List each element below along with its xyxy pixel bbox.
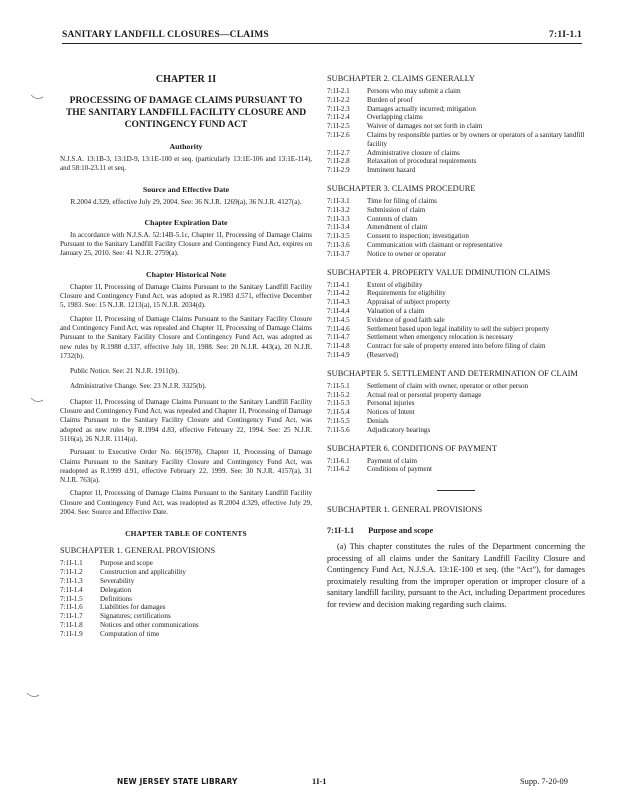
- toc-entry: [327, 149, 585, 158]
- toc-entry-number: 7:1I-6.2: [327, 465, 350, 474]
- toc-entry: [327, 426, 585, 435]
- header-rule: [62, 43, 582, 44]
- toc-entry-title: Overlapping claims: [367, 113, 423, 122]
- toc-entry: [327, 206, 585, 215]
- toc-entry-number: 7:1I-1.3: [60, 576, 83, 585]
- chapter-number: CHAPTER 1I: [155, 74, 217, 85]
- toc-entry: [327, 223, 585, 232]
- toc-entry: [327, 215, 585, 224]
- toc-entry-title: Notices of Intent: [367, 408, 415, 417]
- subchapter-1-toc-list: [60, 559, 312, 638]
- expiration-text: In accordance with N.J.S.A. 52:14B-5.1c, Chapter 1I, Processing of Damage Claims Pursuant to the Sanitary Landfill Facility Closure and Contingency Fund Act, expires on January 25, 2010. See: 41 N.J.R. 2759(a).: [60, 230, 312, 258]
- toc-entry: [327, 298, 585, 307]
- toc-entry: [327, 408, 585, 417]
- toc-entry-number: 7:1I-2.1: [327, 87, 350, 95]
- toc-entry-title: Personal injuries: [367, 399, 415, 408]
- toc-entry-title: Extent of eligibility: [367, 280, 423, 289]
- history-note: [60, 283, 312, 518]
- toc-entry-number: 7:1I-1.5: [60, 594, 83, 603]
- toc-entry: [327, 131, 585, 149]
- toc-entry: [60, 586, 312, 595]
- toc-entry-title: Construction and applicability: [100, 568, 186, 577]
- expiration-heading: Chapter Expiration Date: [144, 217, 228, 227]
- subchapter-1-toc-title: SUBCHAPTER 1. GENERAL PROVISIONS: [60, 546, 216, 556]
- toc-entry-number: 7:1I-4.3: [327, 298, 350, 307]
- right-column: [327, 74, 585, 611]
- toc-entry-number: 7:1I-1.8: [60, 620, 83, 629]
- toc-entry-number: 7:1I-1.7: [60, 612, 83, 621]
- toc-entry: [60, 595, 312, 604]
- toc-entry-title: Evidence of good faith sale: [367, 315, 445, 324]
- toc-heading: CHAPTER TABLE OF CONTENTS: [125, 529, 247, 539]
- toc-entry-number: 7:1I-1.9: [60, 629, 83, 638]
- supplement-date: Supp. 7-20-09: [520, 777, 568, 786]
- history-paragraph: Chapter 1I, Processing of Damage Claims Pursuant to the Sanitary Facility Closure and Contingency Fund Act, was repealed and Chapter 1I, Processing of Damage Claims Pursuant to the Sanitary Facility Closure and Contingency Fund Act, was adopted as new rules by R.1988 d.337, effective July 18, 1988. See: 20 N.J.R. 443(a), 20 N.J.R. 1732(b).: [60, 314, 312, 360]
- toc-entry-number: 7:1I-1.6: [60, 603, 83, 612]
- toc-entry-number: 7:1I-2.4: [327, 113, 350, 122]
- history-heading: Chapter Historical Note: [146, 269, 226, 279]
- running-head-section: 7:1I-1.1: [549, 30, 582, 40]
- toc-entry: [60, 568, 312, 577]
- section-divider: [437, 490, 475, 491]
- toc-entry-title: Claims by responsible parties or by owners or operators of a sanitary landfill facility: [367, 130, 585, 148]
- toc-entry: [327, 457, 585, 466]
- toc-entry-title: Contract for sale of property entered into before filing of claim: [367, 342, 546, 351]
- subchapter-toc-title: SUBCHAPTER 4. PROPERTY VALUE DIMINUTION CLAIMS: [327, 267, 551, 277]
- toc-entry-number: 7:1I-4.6: [327, 324, 350, 333]
- toc-entry-number: 7:1I-4.5: [327, 315, 350, 324]
- toc-entry-number: 7:1I-4.1: [327, 280, 350, 289]
- toc-entry-number: 7:1I-5.3: [327, 399, 350, 408]
- toc-entry-title: Conditions of payment: [367, 465, 433, 474]
- history-paragraph: Chapter 1I, Processing of Damage Claims Pursuant to the Sanitary Landfill Facility Closure and Contingency Fund Act, was repealed and Chapter 1I, Processing of Damage Claims Pursuant to the Sanitary Facility Closure and Contingency Fund Act, was adopted as new rules by R.1994 d.83, effective February 22, 1994. See: 25 N.J.R. 5116(a), 26 N.J.R. 1114(a).: [60, 397, 312, 443]
- running-head-title: SANITARY LANDFILL CLOSURES—CLAIMS: [62, 30, 269, 40]
- toc-entry: [327, 307, 585, 316]
- toc-entry-title: Communication with claimant or representative: [367, 240, 503, 249]
- toc-entry-title: Valuation of a claim: [367, 306, 425, 315]
- toc-entry-title: (Reserved): [367, 350, 399, 359]
- binding-mark-bottom: [26, 690, 40, 700]
- toc-entry-number: 7:1I-3.1: [327, 196, 350, 205]
- running-header: [62, 30, 582, 40]
- toc-entry-number: 7:1I-3.2: [327, 205, 350, 214]
- toc-entry-number: 7:1I-1.4: [60, 585, 83, 594]
- toc-entry-number: 7:1I-6.1: [327, 456, 350, 465]
- toc-entry-number: 7:1I-4.8: [327, 342, 350, 351]
- toc-entry: [327, 289, 585, 298]
- toc-entry-title: Notices and other communications: [100, 620, 199, 629]
- toc-entry: [60, 559, 312, 568]
- library-stamp: NEW JERSEY STATE LIBRARY: [117, 776, 238, 786]
- rule-number: 7:1I-1.1: [327, 526, 355, 536]
- page-number: 1I-1: [312, 777, 327, 786]
- toc-entry-number: 7:1I-2.3: [327, 104, 350, 113]
- toc-entry-title: Computation of time: [100, 629, 160, 638]
- authority-heading: Authority: [169, 142, 203, 151]
- toc-entry: [60, 630, 312, 639]
- subchapter-toc-list: [327, 457, 585, 475]
- toc-entry-number: 7:1I-5.4: [327, 408, 350, 417]
- toc-entry: [327, 325, 585, 334]
- subchapter-toc-title: SUBCHAPTER 3. CLAIMS PROCEDURE: [327, 183, 476, 193]
- toc-entry-title: Imminent hazard: [367, 166, 416, 175]
- subchapter-toc-list: [327, 382, 585, 435]
- rule-title: Purpose and scope: [368, 526, 434, 536]
- toc-entry-number: 7:1I-2.9: [327, 166, 350, 175]
- toc-entry: [327, 250, 585, 259]
- toc-entry-title: Settlement of claim with owner, operator or other person: [367, 381, 529, 390]
- toc-entry: [60, 621, 312, 630]
- toc-entry-number: 7:1I-3.6: [327, 240, 350, 249]
- toc-entry-number: 7:1I-3.3: [327, 214, 350, 223]
- toc-entry: [327, 166, 585, 175]
- toc-entry-number: 7:1I-3.5: [327, 232, 350, 241]
- toc-entry: [60, 577, 312, 586]
- binding-mark-top: [30, 92, 44, 102]
- toc-entry-number: 7:1I-1.1: [60, 559, 83, 568]
- toc-entry: [327, 105, 585, 114]
- toc-entry: [327, 157, 585, 166]
- toc-entry-title: Administrative closure of claims: [367, 148, 460, 157]
- toc-entry-title: Amendment of claim: [367, 223, 428, 232]
- toc-entry: [327, 281, 585, 290]
- toc-entry-title: Burden of proof: [367, 95, 413, 104]
- toc-entry-title: Requirements for eligibility: [367, 289, 446, 298]
- toc-entry: [327, 197, 585, 206]
- toc-entry-title: Signatures; certifications: [100, 612, 171, 621]
- left-column: [60, 74, 312, 638]
- toc-entry-number: 7:1I-1.2: [60, 568, 83, 577]
- toc-entry: [327, 382, 585, 391]
- toc-entry-title: Relaxation of procedural requirements: [367, 157, 477, 166]
- subchapter-toc-title: SUBCHAPTER 5. SETTLEMENT AND DETERMINATION OF CLAIM: [327, 368, 578, 378]
- subchapter-toc-list: [327, 281, 585, 360]
- toc-entry: [327, 241, 585, 250]
- toc-entry: [327, 122, 585, 131]
- toc-entry: [327, 399, 585, 408]
- toc-entry: [327, 316, 585, 325]
- rule-heading: [327, 526, 585, 535]
- subchapter-toc-list: [327, 87, 585, 175]
- toc-entry: [327, 333, 585, 342]
- toc-entry-title: Submission of claim: [367, 205, 426, 214]
- toc-entry-title: Damages actually incurred; mitigation: [367, 104, 476, 113]
- toc-entry-title: Adjudicatory hearings: [367, 425, 431, 434]
- toc-entry-number: 7:1I-4.7: [327, 333, 350, 342]
- history-paragraph: Pursuant to Executive Order No. 66(1978), Chapter 1I, Processing of Damage Claims Pursuant to the Sanitary Facility Closure and Contingency Fund Act, was readopted as R.1999 d.91, effective February 22, 1999. See: 30 N.J.R. 4157(a), 31 N.J.R. 763(a).: [60, 448, 312, 485]
- rule-text: (a) This chapter constitutes the rules of the Department concerning the processing of all claims under the Sanitary Landfill Facility Closure and Contingency Fund Act, N.J.S.A. 13:1E-100 et seq. (the “Act”), for damages proximately resulting from the improper operation or improper closure of a sanitary landfill facility, pursuant to the Act, including Department procedures for review and decision making regarding such claims.: [327, 542, 585, 610]
- source-heading: Source and Effective Date: [142, 184, 230, 194]
- toc-entry-number: 7:1I-2.8: [327, 157, 350, 166]
- toc-entry-number: 7:1I-2.2: [327, 95, 350, 104]
- toc-entry-number: 7:1I-5.6: [327, 425, 350, 434]
- authority-text: N.J.S.A. 13:1B-3, 13:1D-9, 13:1E-100 et seq. (particularly 13:1E-106 and 13:1E-114), and 58:10-23.11 et seq.: [60, 155, 312, 173]
- toc-entry-title: Contents of claim: [367, 214, 418, 223]
- toc-entry-title: Severability: [100, 576, 135, 585]
- toc-entry-title: Appraisal of subject property: [367, 298, 450, 307]
- toc-entry-number: 7:1I-5.5: [327, 416, 350, 425]
- toc-entry-title: Liabilities for damages: [100, 603, 166, 612]
- toc-entry: [327, 465, 585, 474]
- toc-entry: [327, 232, 585, 241]
- toc-entry-title: Settlement when emergency relocation is necessary: [367, 333, 514, 342]
- toc-entry: [60, 603, 312, 612]
- toc-entry-number: 7:1I-2.5: [327, 122, 350, 131]
- toc-continued: [327, 74, 585, 474]
- toc-entry-number: 7:1I-2.6: [327, 130, 350, 139]
- toc-entry-number: 7:1I-4.2: [327, 289, 350, 298]
- toc-entry: [60, 612, 312, 621]
- toc-entry: [327, 113, 585, 122]
- toc-entry: [327, 342, 585, 351]
- chapter-title: PROCESSING OF DAMAGE CLAIMS PURSUANT TO THE SANITARY LANDFILL FACILITY CLOSURE AND CONTINGENCY FUND ACT: [65, 96, 307, 130]
- body-subchapter-title: SUBCHAPTER 1. GENERAL PROVISIONS: [327, 505, 483, 515]
- toc-entry-number: 7:1I-4.4: [327, 306, 350, 315]
- toc-entry: [327, 351, 585, 360]
- toc-entry-number: 7:1I-3.7: [327, 249, 350, 258]
- toc-entry-number: 7:1I-5.1: [327, 381, 350, 390]
- toc-entry-title: Time for filing of claims: [367, 196, 437, 205]
- toc-entry-number: 7:1I-3.4: [327, 223, 350, 232]
- toc-entry: [327, 87, 585, 96]
- subchapter-toc-list: [327, 197, 585, 259]
- toc-entry-title: Definitions: [100, 594, 132, 603]
- history-paragraph: Public Notice. See: 21 N.J.R. 1911(b).: [70, 367, 179, 376]
- toc-entry: [327, 417, 585, 426]
- subchapter-toc-title: SUBCHAPTER 6. CONDITIONS OF PAYMENT: [327, 443, 497, 453]
- toc-entry: [327, 96, 585, 105]
- toc-entry-title: Persons who may submit a claim: [367, 87, 461, 95]
- toc-entry-number: 7:1I-2.7: [327, 148, 350, 157]
- toc-entry-number: 7:1I-4.9: [327, 350, 350, 359]
- toc-entry-title: Notice to owner or operator: [367, 249, 446, 258]
- history-paragraph: Chapter 1I, Processing of Damage Claims Pursuant to the Sanitary Landfill Facility Closure and Contingency Fund Act, was readopted as R.2004 d.329, effective July 29, 2004. See: Source and Effective Date.: [60, 489, 312, 517]
- toc-entry-title: Denials: [367, 416, 389, 425]
- toc-entry-title: Payment of claim: [367, 456, 418, 465]
- toc-entry-title: Settlement based upon legal inability to sell the subject property: [367, 324, 550, 333]
- history-paragraph: Chapter 1I, Processing of Damage Claims Pursuant to the Sanitary Landfill Facility Closure and Contingency Fund Act, was adopted as R.1983 d.571, effective December 5, 1983. See: 15 N.J.R. 1213(a), 15 N.J.R. 2034(d).: [60, 282, 312, 310]
- toc-entry-title: Waiver of damages not set forth in claim: [367, 122, 483, 131]
- toc-entry-title: Consent to inspection; investigation: [367, 232, 469, 241]
- source-text: R.2004 d.329, effective July 29, 2004. See: 36 N.J.R. 1269(a), 36 N.J.R. 4127(a).: [70, 197, 302, 206]
- toc-entry-number: 7:1I-5.2: [327, 390, 350, 399]
- history-paragraph: Administrative Change. See: 23 N.J.R. 3325(b).: [70, 382, 207, 391]
- toc-entry-title: Purpose and scope: [100, 559, 153, 568]
- toc-entry-title: Delegation: [100, 585, 132, 594]
- binding-mark-middle: [30, 395, 44, 405]
- toc-entry: [327, 391, 585, 400]
- subchapter-toc-title: SUBCHAPTER 2. CLAIMS GENERALLY: [327, 74, 476, 83]
- toc-entry-title: Actual real or personal property damage: [367, 390, 482, 399]
